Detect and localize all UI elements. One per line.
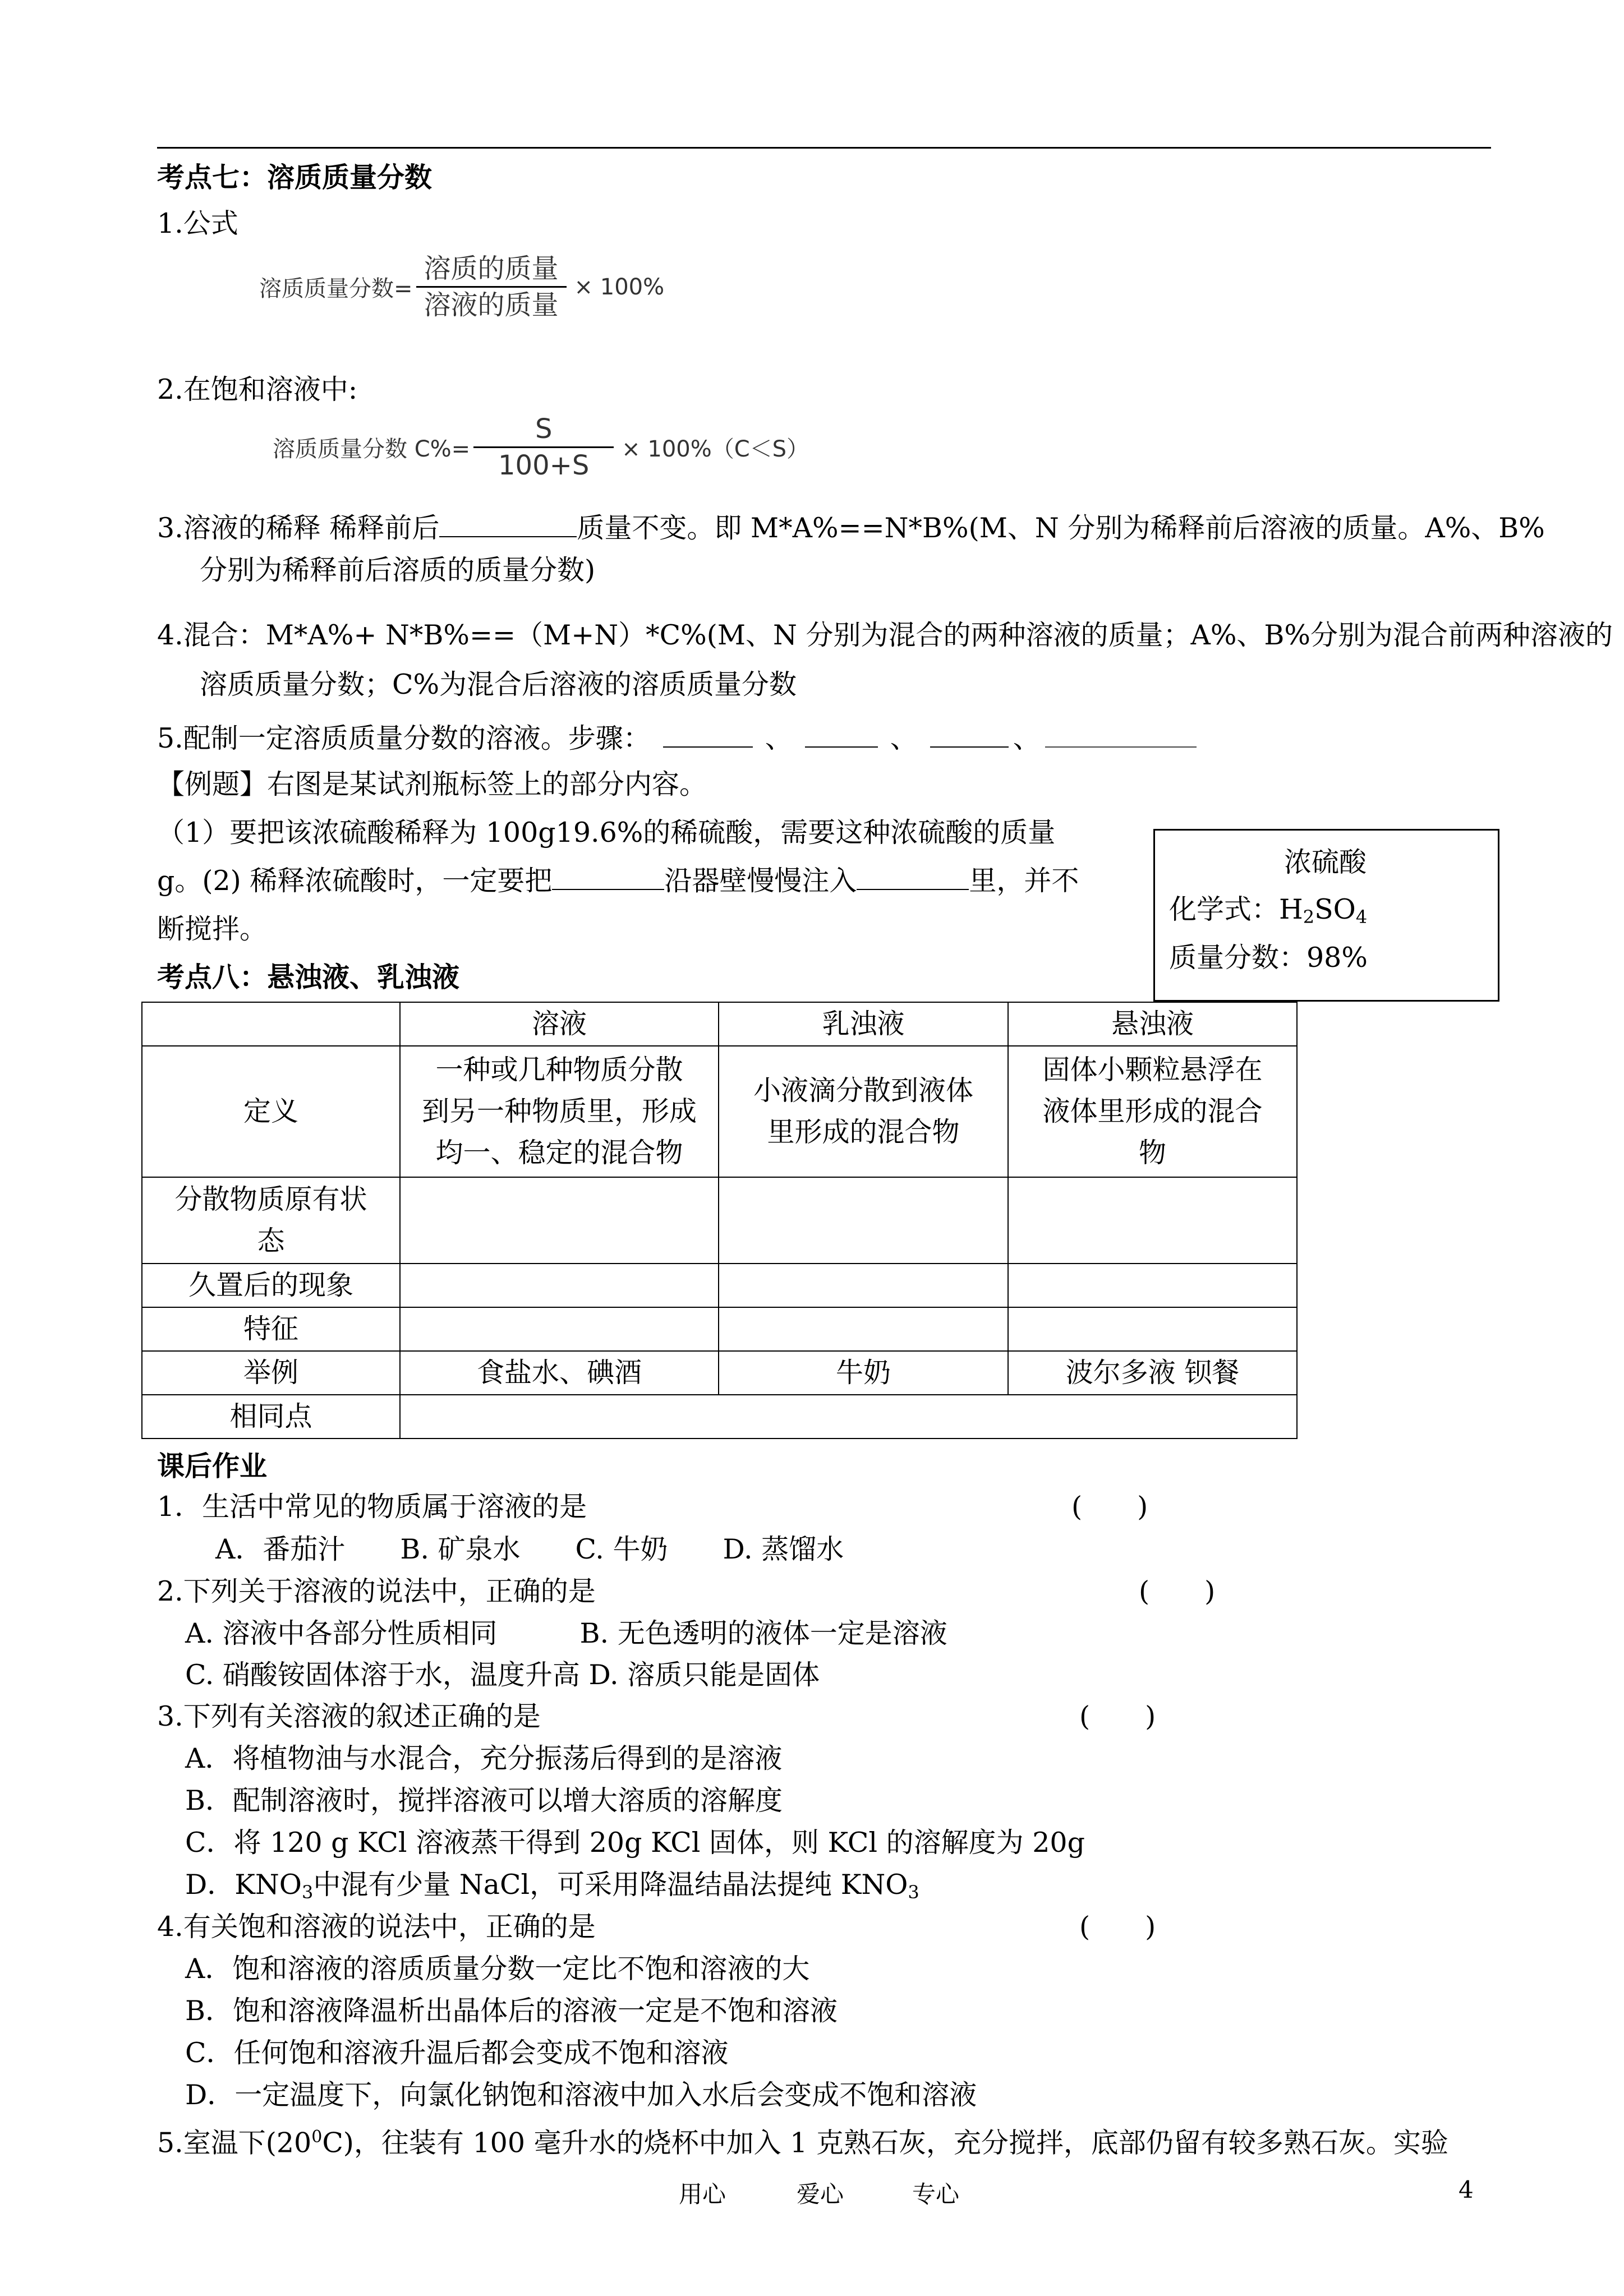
table-cell <box>719 1307 1008 1351</box>
step-blank-1[interactable] <box>663 722 753 748</box>
question-text: C)，往装有 100 毫升水的烧杯中加入 1 克熟石灰，充分搅拌，底部仍留有较多熟石灰。实验 <box>322 2127 1448 2159</box>
table-cell <box>400 1395 1297 1439</box>
step-separator: 、 <box>765 722 793 754</box>
table-cell <box>1008 1177 1297 1264</box>
item4-line1: 4.混合：M*A%+ N*B%==（M+N）*C%(M、N 分别为混合的两种溶液的质量；A%、B%分别为混合前两种溶液的 <box>157 619 1613 651</box>
table-cell <box>1008 1307 1297 1351</box>
header-rule <box>157 147 1491 149</box>
table-cell <box>719 1177 1008 1264</box>
formula2-denominator: 100+S <box>498 450 590 481</box>
table-row <box>142 1395 1297 1439</box>
formula1-numerator: 溶质的质量 <box>424 253 559 284</box>
formula2-tail: × 100%（C＜S） <box>622 436 809 462</box>
fill-blank[interactable] <box>439 511 577 537</box>
table-header-row <box>142 1002 1297 1046</box>
row-label: 特征 <box>142 1307 400 1351</box>
formula-h: H <box>1279 893 1303 925</box>
example-question-3: 断搅拌。 <box>157 913 268 945</box>
footer-motto-1: 用心 <box>679 2180 726 2208</box>
comparison-table <box>141 1002 1298 1439</box>
cell-line: 一种或几种物质分散 <box>435 1054 683 1086</box>
step-separator: 、 <box>1013 722 1041 754</box>
cell-line: 液体里形成的混合 <box>1042 1095 1263 1127</box>
formula-mass-fraction <box>259 251 664 322</box>
item4-line2: 溶质质量分数；C%为混合后溶液的溶质质量分数 <box>200 668 797 700</box>
question-3-option-a: A．将植物油与水混合，充分振荡后得到的是溶液 <box>185 1742 783 1774</box>
page-number: 4 <box>1459 2176 1474 2203</box>
question-text: 5.室温下(20 <box>157 2127 312 2159</box>
item1-text: 1.公式 <box>157 208 238 239</box>
option-text: D．KNO <box>185 1869 302 1901</box>
question-4-option-d: D．一定温度下，向氯化钠饱和溶液中加入水后会变成不饱和溶液 <box>185 2079 977 2111</box>
table-header-cell <box>142 1002 400 1046</box>
example-question-1: （1）要把该浓硫酸稀释为 100g19.6%的稀硫酸，需要这种浓硫酸的质量 <box>157 817 1056 849</box>
table-cell <box>719 1046 1008 1177</box>
table-row <box>142 1307 1297 1351</box>
row-label: 举例 <box>142 1351 400 1395</box>
question-3-option-d <box>185 1864 919 1913</box>
cell-line: 物 <box>1138 1137 1166 1169</box>
cell-line: 均一、稳定的混合物 <box>435 1137 683 1169</box>
footer-motto-2: 爱心 <box>797 2180 844 2208</box>
table-cell: 食盐水、碘酒 <box>400 1351 719 1395</box>
example-q2-part-a: g。(2) 稀释浓硫酸时，一定要把 <box>157 865 553 897</box>
fill-blank[interactable] <box>857 864 969 890</box>
formula1-tail: × 100% <box>574 274 665 300</box>
cell-line: 态 <box>257 1225 285 1257</box>
question-2-options-cd: C. 硝酸铵固体溶于水，温度升高 D. 溶质只能是固体 <box>185 1659 820 1691</box>
reagent-mass-fraction: 质量分数：98% <box>1169 942 1368 974</box>
cell-line: 小液滴分散到液体 <box>753 1075 973 1106</box>
formula-so: SO <box>1314 893 1356 925</box>
table-cell <box>719 1264 1008 1307</box>
homework-title: 课后作业 <box>157 1450 268 1482</box>
example-question-2 <box>157 860 1079 902</box>
formula-subscript: 4 <box>1355 906 1368 928</box>
footer-motto-3: 专心 <box>912 2180 960 2208</box>
fill-blank[interactable] <box>552 864 664 890</box>
row-label: 相同点 <box>142 1395 400 1439</box>
table-cell: 牛奶 <box>719 1351 1008 1395</box>
question-3: 3.下列有关溶液的叙述正确的是 <box>157 1700 541 1732</box>
table-cell: 波尔多液 钡餐 <box>1008 1351 1297 1395</box>
formula1-denominator: 溶液的质量 <box>424 289 559 321</box>
cell-line: 到另一种物质里，形成 <box>421 1095 697 1127</box>
item5-line <box>157 718 1197 759</box>
reagent-label-box <box>1153 829 1499 1002</box>
step-blank-3[interactable] <box>930 722 1009 748</box>
formula2-fraction <box>473 412 614 483</box>
row-label <box>142 1177 400 1264</box>
table-cell <box>1008 1046 1297 1177</box>
step-blank-4[interactable] <box>1045 722 1197 748</box>
table-cell <box>400 1264 719 1307</box>
formula2-numerator: S <box>535 413 553 445</box>
question-4-option-c: C．任何饱和溶液升温后都会变成不饱和溶液 <box>185 2037 729 2069</box>
question-4-option-b: B．饱和溶液降温析出晶体后的溶液一定是不饱和溶液 <box>185 1995 838 2027</box>
step-separator: 、 <box>890 722 918 754</box>
item5-text: 5.配制一定溶质质量分数的溶液。步骤： <box>157 722 651 754</box>
row-label: 久置后的现象 <box>142 1264 400 1307</box>
formula-label: 化学式： <box>1169 893 1280 925</box>
row-label: 定义 <box>142 1046 400 1177</box>
example-q2-part-b: 沿器壁慢慢注入 <box>664 865 857 897</box>
table-row <box>142 1264 1297 1307</box>
reagent-formula <box>1169 889 1367 938</box>
question-4: 4.有关饱和溶液的说法中，正确的是 <box>157 1911 596 1943</box>
table-cell <box>400 1177 719 1264</box>
answer-paren[interactable]: ( ) <box>1079 1911 1156 1943</box>
table-cell <box>400 1307 719 1351</box>
question-2-options-ab: A. 溶液中各部分性质相同 B. 无色透明的液体一定是溶液 <box>185 1617 947 1649</box>
formula2-label: 溶质质量分数 C%= <box>273 436 471 462</box>
table-row <box>142 1177 1297 1264</box>
table-header-cell: 悬浊液 <box>1008 1002 1297 1046</box>
question-1-options: A．番茄汁 B. 矿泉水 C. 牛奶 D. 蒸馏水 <box>215 1533 844 1565</box>
section7-title: 考点七：溶质质量分数 <box>157 162 433 193</box>
example-q2-part-c: 里，并不 <box>969 865 1079 897</box>
formula-subscript: 3 <box>908 1882 919 1903</box>
question-3-option-c: C．将 120 g KCl 溶液蒸干得到 20g KCl 固体，则 KCl 的溶解度为 20g <box>185 1827 1085 1859</box>
question-1: 1．生活中常见的物质属于溶液的是 <box>157 1491 587 1523</box>
cell-line: 固体小颗粒悬浮在 <box>1042 1054 1263 1086</box>
formula-subscript: 2 <box>1303 906 1315 928</box>
option-text: 中混有少量 NaCl，可采用降温结晶法提纯 KNO <box>313 1869 908 1901</box>
table-row <box>142 1046 1297 1177</box>
superscript: 0 <box>311 2127 323 2147</box>
item3-part-b: 质量不变。即 M*A%==N*B%(M、N 分别为稀释前后溶液的质量。A%、B% <box>577 512 1545 544</box>
question-3-option-b: B．配制溶液时，搅拌溶液可以增大溶质的溶解度 <box>185 1785 783 1816</box>
cell-line: 里形成的混合物 <box>767 1116 960 1148</box>
section8-title: 考点八：悬浊液、乳浊液 <box>157 961 460 993</box>
item3-line2: 分别为稀释前后溶质的质量分数) <box>200 554 596 586</box>
formula1-fraction <box>416 251 567 322</box>
question-2: 2.下列关于溶液的说法中，正确的是 <box>157 1575 596 1607</box>
cell-line: 分散物质原有状 <box>174 1183 367 1215</box>
table-cell <box>1008 1264 1297 1307</box>
item3-part-a: 3.溶液的稀释 稀释前后 <box>157 512 440 544</box>
question-5 <box>157 2117 1448 2164</box>
formula1-label: 溶质质量分数= <box>259 276 413 302</box>
table-header-cell: 溶液 <box>400 1002 719 1046</box>
formula-saturated <box>273 412 809 483</box>
formula-subscript: 3 <box>301 1882 314 1903</box>
answer-paren[interactable]: ( ) <box>1139 1575 1216 1607</box>
table-cell <box>400 1046 719 1177</box>
item2-text: 2.在饱和溶液中: <box>157 374 358 405</box>
item3-line1 <box>157 508 1545 549</box>
table-row <box>142 1351 1297 1395</box>
reagent-name: 浓硫酸 <box>1284 846 1367 878</box>
step-blank-2[interactable] <box>805 722 878 748</box>
table-header-cell: 乳浊液 <box>719 1002 1008 1046</box>
answer-paren[interactable]: ( ) <box>1079 1700 1156 1732</box>
question-4-option-a: A．饱和溶液的溶质质量分数一定比不饱和溶液的大 <box>185 1953 810 1985</box>
answer-paren[interactable]: ( ) <box>1071 1491 1148 1523</box>
example-title: 【例题】右图是某试剂瓶标签上的部分内容。 <box>157 768 707 800</box>
